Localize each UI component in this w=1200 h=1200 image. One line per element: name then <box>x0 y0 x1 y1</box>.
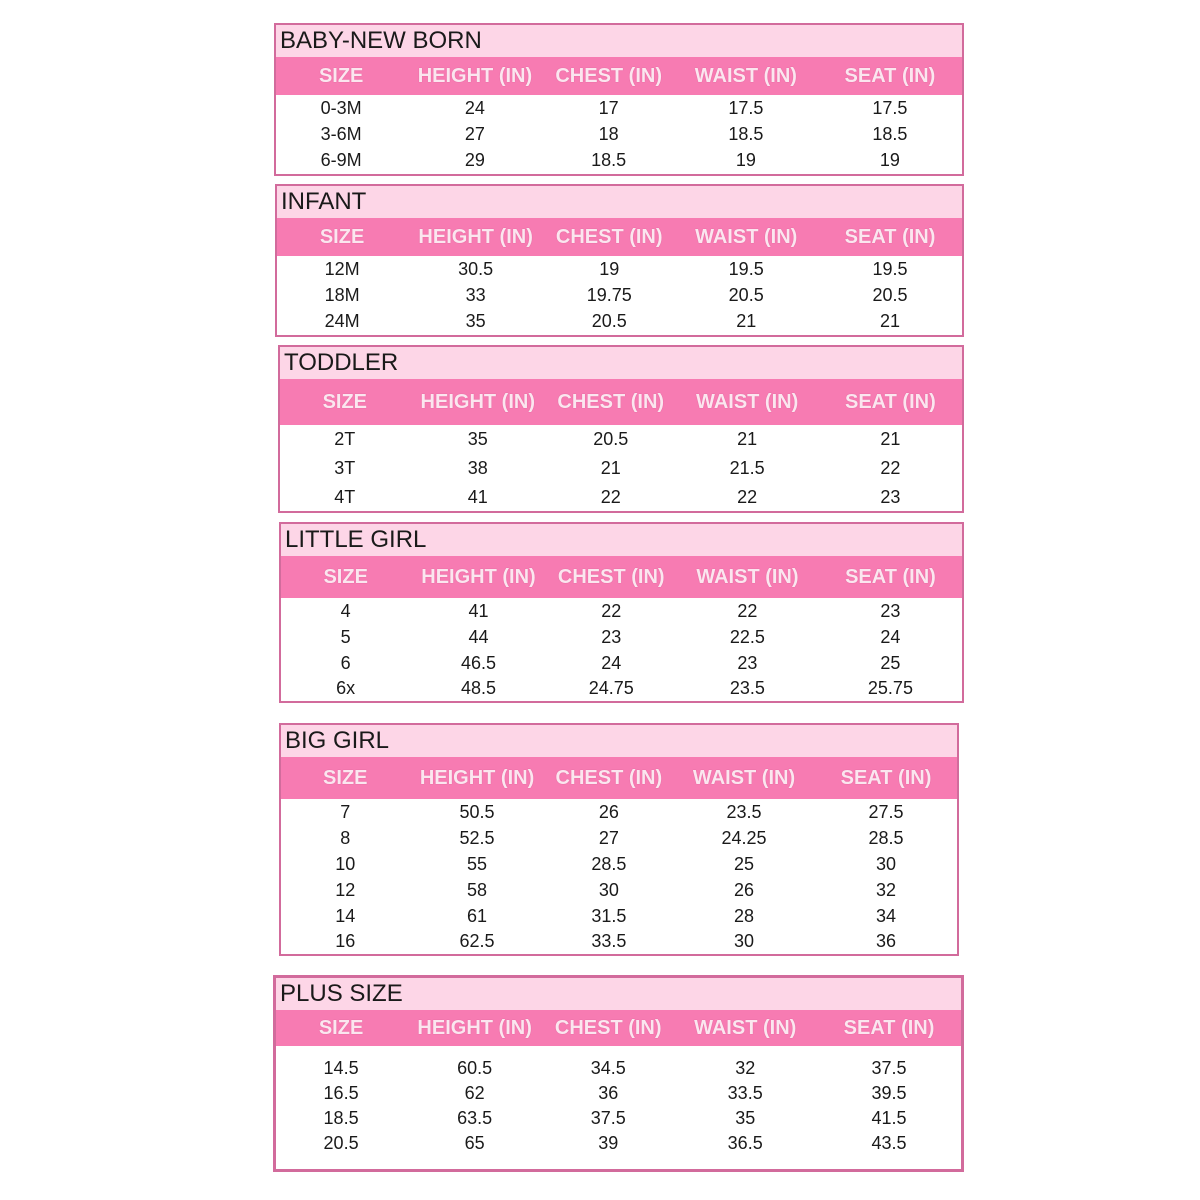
size-section-little-girl <box>279 522 964 703</box>
size-cell: 3T <box>334 458 356 478</box>
size-cell: 12 <box>335 879 356 900</box>
seat-cell: 20.5 <box>872 284 908 305</box>
seat-cell: 39.5 <box>871 1083 907 1103</box>
waist-cell: 22 <box>737 486 758 507</box>
seat-cell: 25.75 <box>867 678 913 698</box>
size-cell: 20.5 <box>323 1133 359 1153</box>
size-section-big-girl <box>279 723 959 956</box>
column-header-seat: SEAT (IN) <box>840 766 932 789</box>
table-row <box>276 1081 961 1106</box>
size-cell: 14.5 <box>323 1058 359 1078</box>
size-cell: 0-3M <box>320 97 362 118</box>
column-header-size: SIZE <box>322 390 368 413</box>
section-title: PLUS SIZE <box>276 978 961 1010</box>
seat-cell: 23 <box>880 600 901 621</box>
height-cell: 55 <box>467 853 488 874</box>
column-header-seat: SEAT (IN) <box>844 64 936 87</box>
height-cell: 29 <box>464 149 485 170</box>
column-header-row <box>277 218 962 256</box>
height-cell: 52.5 <box>459 827 495 848</box>
column-header-height: HEIGHT (IN) <box>417 64 533 87</box>
column-header-seat: SEAT (IN) <box>843 1016 935 1039</box>
size-cell: 18M <box>324 284 360 305</box>
chest-cell: 18.5 <box>591 149 627 170</box>
column-header-size: SIZE <box>323 565 368 588</box>
column-header-chest: CHEST (IN) <box>555 225 663 248</box>
waist-cell: 23 <box>737 652 758 673</box>
chest-cell: 27 <box>598 827 619 848</box>
waist-cell: 30 <box>734 931 755 951</box>
waist-cell: 22.5 <box>729 626 765 647</box>
column-header-waist: WAIST (IN) <box>696 390 799 413</box>
height-cell: 50.5 <box>459 801 495 822</box>
size-section-infant <box>275 184 964 337</box>
height-cell: 61 <box>467 905 488 926</box>
seat-cell: 22 <box>880 458 901 478</box>
seat-cell: 28.5 <box>868 827 904 848</box>
seat-cell: 24 <box>880 626 901 647</box>
waist-cell: 24.25 <box>721 827 767 848</box>
size-cell: 2T <box>334 429 356 449</box>
size-cell: 12M <box>324 258 360 279</box>
table-row <box>277 308 962 334</box>
seat-cell: 43.5 <box>871 1133 907 1153</box>
height-cell: 48.5 <box>460 678 496 698</box>
height-cell: 35 <box>465 310 486 331</box>
column-header-height: HEIGHT (IN) <box>419 766 535 789</box>
column-header-size: SIZE <box>322 766 368 789</box>
table-row <box>281 929 957 954</box>
waist-cell: 19.5 <box>728 258 764 279</box>
table-row <box>281 650 962 676</box>
height-cell: 62.5 <box>459 931 495 951</box>
table-row <box>277 256 962 282</box>
section-title: INFANT <box>277 186 962 218</box>
waist-cell: 21.5 <box>729 458 765 478</box>
waist-cell: 23.5 <box>729 678 765 698</box>
column-header-row <box>280 379 962 425</box>
height-cell: 63.5 <box>457 1108 493 1128</box>
chest-cell: 24 <box>601 652 622 673</box>
height-cell: 35 <box>467 429 488 449</box>
chest-cell: 31.5 <box>591 905 627 926</box>
column-header-chest: CHEST (IN) <box>555 766 663 789</box>
chest-cell: 22 <box>601 600 622 621</box>
table-row <box>276 147 962 173</box>
seat-cell: 27.5 <box>868 801 904 822</box>
waist-cell: 19 <box>735 149 756 170</box>
seat-cell: 18.5 <box>872 123 908 144</box>
table-row <box>281 799 957 825</box>
column-header-seat: SEAT (IN) <box>845 565 936 588</box>
column-header-height: HEIGHT (IN) <box>417 1016 532 1039</box>
table-row <box>280 425 962 454</box>
size-cell: 6-9M <box>320 149 362 170</box>
seat-cell: 19.5 <box>872 258 908 279</box>
chest-cell: 19.75 <box>586 284 632 305</box>
column-header-size: SIZE <box>319 225 365 248</box>
column-header-waist: WAIST (IN) <box>692 766 796 789</box>
size-cell: 6x <box>336 678 356 698</box>
column-header-waist: WAIST (IN) <box>694 1016 797 1039</box>
table-row <box>276 95 962 121</box>
waist-cell: 22 <box>737 600 758 621</box>
height-cell: 27 <box>464 123 485 144</box>
height-cell: 33 <box>465 284 486 305</box>
section-title: TODDLER <box>280 347 962 379</box>
size-cell: 14 <box>335 905 356 926</box>
chest-cell: 24.75 <box>588 678 634 698</box>
seat-cell: 36 <box>875 931 896 951</box>
height-cell: 41 <box>467 486 488 507</box>
size-cell: 16 <box>335 931 356 951</box>
column-header-height: HEIGHT (IN) <box>421 565 536 588</box>
waist-cell: 21 <box>737 429 758 449</box>
section-title: LITTLE GIRL <box>281 524 962 556</box>
size-cell: 3-6M <box>320 123 362 144</box>
height-cell: 65 <box>464 1133 485 1153</box>
table-row <box>281 624 962 650</box>
waist-cell: 23.5 <box>726 801 762 822</box>
size-section-toddler <box>278 345 964 513</box>
column-header-row <box>281 556 962 598</box>
column-header-row <box>276 1010 961 1046</box>
size-cell: 16.5 <box>323 1083 359 1103</box>
column-header-chest: CHEST (IN) <box>557 390 665 413</box>
seat-cell: 30 <box>875 853 896 874</box>
table-row <box>281 851 957 877</box>
column-header-row <box>281 757 957 799</box>
size-cell: 4T <box>334 486 356 507</box>
seat-cell: 25 <box>880 652 901 673</box>
chest-cell: 39 <box>598 1133 619 1153</box>
seat-cell: 21 <box>880 310 901 331</box>
size-cell: 4 <box>340 600 351 621</box>
height-cell: 38 <box>467 458 488 478</box>
table-row <box>276 1131 961 1156</box>
chest-cell: 21 <box>600 458 621 478</box>
column-header-seat: SEAT (IN) <box>845 390 936 413</box>
height-cell: 62 <box>464 1083 485 1103</box>
chest-cell: 34.5 <box>590 1058 626 1078</box>
chest-cell: 37.5 <box>590 1108 626 1128</box>
chest-cell: 17 <box>598 97 619 118</box>
seat-cell: 34 <box>875 905 896 926</box>
column-header-chest: CHEST (IN) <box>554 1016 662 1039</box>
column-header-seat: SEAT (IN) <box>844 225 936 248</box>
size-cell: 24M <box>324 310 360 331</box>
waist-cell: 36.5 <box>727 1133 763 1153</box>
column-header-waist: WAIST (IN) <box>694 64 797 87</box>
seat-cell: 32 <box>875 879 896 900</box>
seat-cell: 17.5 <box>872 97 908 118</box>
chest-cell: 22 <box>600 486 621 507</box>
height-cell: 46.5 <box>460 652 496 673</box>
size-section-plus-size <box>273 975 964 1172</box>
chest-cell: 36 <box>598 1083 619 1103</box>
column-header-chest: CHEST (IN) <box>555 64 663 87</box>
waist-cell: 20.5 <box>728 284 764 305</box>
table-row <box>276 1056 961 1081</box>
waist-cell: 17.5 <box>728 97 764 118</box>
waist-cell: 35 <box>735 1108 756 1128</box>
table-row <box>277 282 962 308</box>
waist-cell: 33.5 <box>727 1083 763 1103</box>
seat-cell: 41.5 <box>871 1108 907 1128</box>
height-cell: 30.5 <box>458 258 494 279</box>
size-section-baby-new-born <box>274 23 964 176</box>
size-cell: 5 <box>340 626 351 647</box>
table-row <box>281 903 957 929</box>
size-cell: 10 <box>335 853 356 874</box>
waist-cell: 26 <box>734 879 755 900</box>
table-row <box>281 598 962 624</box>
seat-cell: 19 <box>879 149 900 170</box>
table-row <box>280 454 962 483</box>
chest-cell: 28.5 <box>591 853 627 874</box>
height-cell: 44 <box>468 626 489 647</box>
height-cell: 60.5 <box>457 1058 493 1078</box>
waist-cell: 25 <box>734 853 755 874</box>
seat-cell: 23 <box>880 486 901 507</box>
table-row <box>281 877 957 903</box>
column-header-height: HEIGHT (IN) <box>420 390 535 413</box>
table-row <box>280 483 962 511</box>
waist-cell: 21 <box>736 310 757 331</box>
table-row <box>281 676 962 701</box>
size-cell: 7 <box>340 801 351 822</box>
height-cell: 58 <box>467 879 488 900</box>
section-title: BABY-NEW BORN <box>276 25 962 57</box>
table-row <box>276 1106 961 1131</box>
seat-cell: 37.5 <box>871 1058 907 1078</box>
table-row <box>276 121 962 147</box>
column-header-height: HEIGHT (IN) <box>418 225 533 248</box>
chest-cell: 26 <box>598 801 619 822</box>
table-row <box>281 825 957 851</box>
size-cell: 8 <box>340 827 351 848</box>
size-cell: 18.5 <box>323 1108 359 1128</box>
chest-cell: 33.5 <box>591 931 627 951</box>
column-header-waist: WAIST (IN) <box>695 225 798 248</box>
waist-cell: 28 <box>734 905 755 926</box>
column-header-size: SIZE <box>318 64 364 87</box>
chest-cell: 23 <box>601 626 622 647</box>
waist-cell: 18.5 <box>728 123 764 144</box>
column-header-waist: WAIST (IN) <box>696 565 799 588</box>
height-cell: 24 <box>464 97 485 118</box>
size-cell: 6 <box>340 652 351 673</box>
section-title: BIG GIRL <box>281 725 957 757</box>
chest-cell: 20.5 <box>591 310 627 331</box>
height-cell: 41 <box>468 600 489 621</box>
chest-cell: 30 <box>598 879 619 900</box>
column-header-size: SIZE <box>318 1016 364 1039</box>
chest-cell: 18 <box>598 123 619 144</box>
chest-cell: 20.5 <box>593 429 629 449</box>
waist-cell: 32 <box>735 1058 756 1078</box>
column-header-row <box>276 57 962 95</box>
column-header-chest: CHEST (IN) <box>557 565 665 588</box>
chest-cell: 19 <box>599 258 620 279</box>
seat-cell: 21 <box>880 429 901 449</box>
